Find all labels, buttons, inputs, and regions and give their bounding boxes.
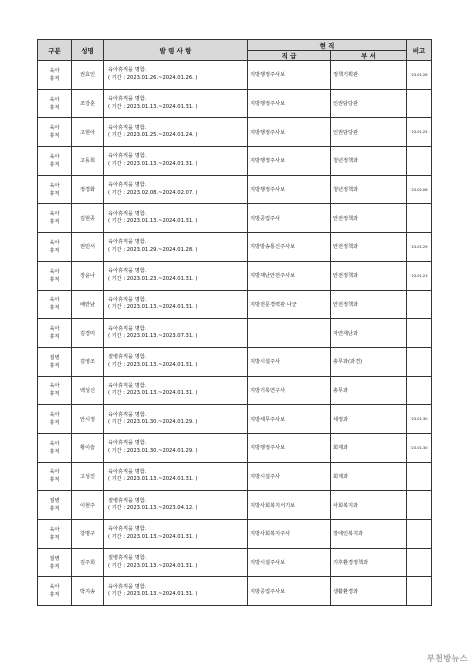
cell-type: 육아 휴직 [38, 290, 72, 319]
order-text: 육아휴직을 명함. [108, 96, 147, 103]
cell-order [104, 577, 248, 606]
cell-rank: 지방공업주사 [248, 204, 331, 233]
cell-dept: 기후환경정책과 [331, 548, 407, 577]
cell-note [407, 376, 432, 405]
order-text: 육아휴직을 명함. [108, 411, 147, 418]
personnel-table [37, 39, 432, 606]
cell-note: '23.01.30 [407, 433, 432, 462]
cell-dept: 회계과 [331, 433, 407, 462]
cell-rank: 지방행정주사보 [248, 433, 331, 462]
order-period: ( 기간 : 2023.01.25.~2024.01.24. ) [108, 132, 198, 139]
cell-dept: 인권담당관 [331, 118, 407, 147]
order-period: ( 기간 : 2023.01.13.~2024.01.31. ) [108, 562, 198, 569]
cell-note: '23.02.08 [407, 175, 432, 204]
cell-note: '23.01.30 [407, 405, 432, 434]
cell-rank: 지방재난안전주사보 [248, 261, 331, 290]
cell-type: 육아 휴직 [38, 376, 72, 405]
cell-order [104, 89, 248, 118]
watermark: 부천방뉴스 [426, 654, 468, 663]
order-text: 육아휴직을 명함. [108, 67, 147, 74]
cell-note [407, 204, 432, 233]
order-text: 육아휴직을 명함. [108, 440, 147, 447]
order-text: 육아휴직을 명함. [108, 382, 147, 389]
order-period: ( 기간 : 2023.01.30.~2024.01.29. ) [108, 447, 198, 454]
cell-note [407, 577, 432, 606]
cell-note [407, 491, 432, 520]
cell-dept: 세정과 [331, 405, 407, 434]
order-period: ( 기간 : 2023.01.30.~2024.01.29. ) [108, 419, 198, 426]
order-text: 육아휴직을 명함. [108, 153, 147, 160]
table-row [38, 61, 432, 90]
cell-type: 육아 휴직 [38, 233, 72, 262]
cell-type: 육아 휴직 [38, 175, 72, 204]
cell-dept: 사회복지과 [331, 491, 407, 520]
order-text: 육아휴직을 명함. [108, 526, 147, 533]
cell-note: '23.01.29 [407, 233, 432, 262]
cell-note [407, 347, 432, 376]
cell-rank: 지방전문경력관 나군 [248, 290, 331, 319]
cell-note [407, 290, 432, 319]
cell-name: 조강훈 [72, 89, 104, 118]
cell-dept: 안전정책과 [331, 261, 407, 290]
cell-type: 육아 휴직 [38, 319, 72, 348]
cell-type: 육아 휴직 [38, 433, 72, 462]
cell-dept: 정책기획관 [331, 61, 407, 90]
cell-order [104, 405, 248, 434]
cell-name: 장윤나 [72, 261, 104, 290]
table-row [38, 491, 432, 520]
order-period: ( 기간 : 2023.01.13.~2023.04.12. ) [108, 505, 198, 512]
order-period: ( 기간 : 2023.01.26.~2024.01.26. ) [108, 74, 198, 81]
cell-dept: 안전정책과 [331, 233, 407, 262]
cell-type: 육아 휴직 [38, 118, 72, 147]
order-period: ( 기간 : 2023.01.13.~2024.01.31. ) [108, 218, 198, 225]
table-row [38, 462, 432, 491]
order-text: 육아휴직을 명함. [108, 325, 147, 332]
table-row [38, 433, 432, 462]
order-period: ( 기간 : 2023.02.08.~2024.02.07. ) [108, 189, 198, 196]
cell-name: 권효인 [72, 61, 104, 90]
cell-name: 고현아 [72, 118, 104, 147]
cell-dept: 안전정책과 [331, 204, 407, 233]
cell-rank: 지방공업주사보 [248, 577, 331, 606]
cell-order [104, 118, 248, 147]
cell-type: 육아 휴직 [38, 89, 72, 118]
cell-rank: 지방사회복지서기보 [248, 491, 331, 520]
cell-rank [248, 319, 331, 348]
cell-note [407, 520, 432, 549]
cell-name: 안시정 [72, 405, 104, 434]
table-row [38, 175, 432, 204]
cell-order [104, 147, 248, 176]
cell-order [104, 376, 248, 405]
cell-name: 김경미 [72, 319, 104, 348]
order-period: ( 기간 : 2023.01.29.~2024.01.28. ) [108, 246, 198, 253]
cell-type: 육아 휴직 [38, 147, 72, 176]
cell-order [104, 462, 248, 491]
order-period: ( 기간 : 2023.01.13.~2024.01.31. ) [108, 591, 198, 598]
cell-name: 정경화 [72, 175, 104, 204]
table-row [38, 290, 432, 319]
table-row [38, 405, 432, 434]
cell-note: '23.01.26 [407, 61, 432, 90]
cell-order [104, 261, 248, 290]
order-text: 질병휴직을 명함. [108, 354, 147, 361]
cell-type: 질병 휴직 [38, 491, 72, 520]
order-period: ( 기간 : 2023.01.23.~2024.01.31. ) [108, 275, 198, 282]
cell-dept: 청년정책과 [331, 175, 407, 204]
order-period: ( 기간 : 2023.01.13.~2024.01.31. ) [108, 533, 198, 540]
header-order: 발 령 사 항 [104, 40, 248, 61]
order-text: 질병휴직을 명함. [108, 497, 147, 504]
cell-dept: 총무과(과견) [331, 347, 407, 376]
header-note: 비고 [407, 40, 432, 61]
order-text: 육아휴직을 명함. [108, 468, 147, 475]
table-row [38, 261, 432, 290]
order-text: 육아휴직을 명함. [108, 296, 147, 303]
cell-note: '23.01.25 [407, 118, 432, 147]
table-row [38, 376, 432, 405]
cell-order [104, 319, 248, 348]
order-period: ( 기간 : 2023.01.13.~2024.01.31. ) [108, 304, 198, 311]
order-text: 육아휴직을 명함. [108, 583, 147, 590]
cell-type: 질병 휴직 [38, 548, 72, 577]
cell-type: 육아 휴직 [38, 261, 72, 290]
table-row [38, 118, 432, 147]
cell-rank: 지방시설주사보 [248, 548, 331, 577]
cell-order [104, 290, 248, 319]
table-row [38, 520, 432, 549]
cell-rank: 지방시설주사 [248, 462, 331, 491]
cell-note [407, 462, 432, 491]
cell-order [104, 433, 248, 462]
cell-name: 고성진 [72, 462, 104, 491]
cell-order [104, 347, 248, 376]
cell-note [407, 548, 432, 577]
cell-order [104, 233, 248, 262]
cell-dept: 청년정책과 [331, 147, 407, 176]
cell-rank: 지방사회복지주사 [248, 520, 331, 549]
cell-rank: 지방행정주사보 [248, 175, 331, 204]
cell-note [407, 319, 432, 348]
order-text: 육아휴직을 명함. [108, 210, 147, 217]
cell-name: 김영조 [72, 347, 104, 376]
cell-dept: 장애인복지과 [331, 520, 407, 549]
cell-name: 김주희 [72, 548, 104, 577]
cell-dept: 총무과 [331, 376, 407, 405]
cell-type: 육아 휴직 [38, 520, 72, 549]
cell-name: 강명구 [72, 520, 104, 549]
cell-rank: 지방세무주사보 [248, 405, 331, 434]
table-row [38, 89, 432, 118]
cell-rank: 지방행정주사보 [248, 61, 331, 90]
order-period: ( 기간 : 2023.01.13.~2023.07.31. ) [108, 333, 198, 340]
cell-type: 육아 휴직 [38, 462, 72, 491]
order-period: ( 기간 : 2023.01.13.~2024.01.31. ) [108, 103, 198, 110]
cell-dept: 인권담당관 [331, 89, 407, 118]
cell-rank: 지방행정주사보 [248, 89, 331, 118]
cell-order [104, 175, 248, 204]
header-name: 성명 [72, 40, 104, 61]
cell-name: 황이슬 [72, 433, 104, 462]
cell-rank: 지방시설주사 [248, 347, 331, 376]
cell-name: 박지송 [72, 577, 104, 606]
cell-name: 백성신 [72, 376, 104, 405]
cell-dept: 안전정책과 [331, 290, 407, 319]
table-row [38, 577, 432, 606]
cell-dept: 생활환경과 [331, 577, 407, 606]
cell-name: 고동희 [72, 147, 104, 176]
cell-name: 김현종 [72, 204, 104, 233]
cell-rank: 지방행정주사보 [248, 147, 331, 176]
order-period: ( 기간 : 2023.01.13.~2024.01.31. ) [108, 361, 198, 368]
order-text: 질병휴직을 명함. [108, 555, 147, 562]
cell-type: 육아 휴직 [38, 204, 72, 233]
cell-dept: 자연재난과 [331, 319, 407, 348]
cell-rank: 지방방송통신주사보 [248, 233, 331, 262]
cell-order [104, 491, 248, 520]
order-text: 육아휴직을 명함. [108, 268, 147, 275]
cell-note [407, 89, 432, 118]
cell-name: 배란남 [72, 290, 104, 319]
cell-name: 권민서 [72, 233, 104, 262]
header-type: 구분 [38, 40, 72, 61]
order-text: 육아휴직을 명함. [108, 124, 147, 131]
order-period: ( 기간 : 2023.01.13.~2024.01.31. ) [108, 160, 198, 167]
cell-order [104, 520, 248, 549]
order-text: 육아휴직을 명함. [108, 239, 147, 246]
cell-order [104, 548, 248, 577]
cell-order [104, 204, 248, 233]
cell-type: 육아 휴직 [38, 405, 72, 434]
cell-rank: 지방행정주사보 [248, 118, 331, 147]
order-period: ( 기간 : 2023.01.13.~2024.01.31. ) [108, 390, 198, 397]
cell-dept: 회계과 [331, 462, 407, 491]
table-row [38, 319, 432, 348]
cell-rank: 지방기록연구사 [248, 376, 331, 405]
header-dept: 부 서 [331, 51, 407, 61]
order-period: ( 기간 : 2023.01.13.~2024.01.31. ) [108, 476, 198, 483]
cell-name: 이현주 [72, 491, 104, 520]
table-row [38, 204, 432, 233]
header-rank: 직 급 [248, 51, 331, 61]
cell-type: 육아 휴직 [38, 61, 72, 90]
cell-note: '23.01.23 [407, 261, 432, 290]
table-row [38, 548, 432, 577]
order-text: 육아휴직을 명함. [108, 182, 147, 189]
header-current: 현 직 [248, 40, 407, 51]
cell-type: 질병 휴직 [38, 347, 72, 376]
cell-order [104, 61, 248, 90]
cell-note [407, 147, 432, 176]
table-row [38, 347, 432, 376]
table-row [38, 233, 432, 262]
table-row [38, 147, 432, 176]
cell-type: 육아 휴직 [38, 577, 72, 606]
